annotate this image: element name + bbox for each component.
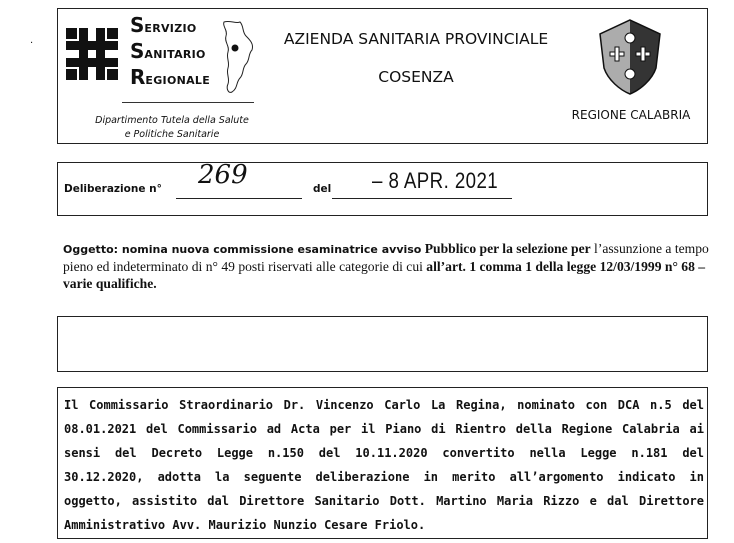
department-line-2: e Politiche Sanitarie (124, 129, 220, 140)
oggetto-label: Oggetto: (63, 243, 119, 256)
ssr-initial-1: S (130, 13, 145, 37)
oggetto-part-1: nomina nuova commissione esaminatrice avviso (118, 243, 422, 256)
deliberazione-number: 269 (198, 160, 248, 190)
date-underline (332, 198, 512, 199)
azienda-city: COSENZA (378, 68, 454, 86)
deliberazione-label: Deliberazione n° (64, 183, 162, 195)
deliberazione-date-stamp: – 8 APR. 2021 (372, 168, 499, 193)
header-divider (122, 102, 254, 103)
commissario-paragraph: Il Commissario Straordinario Dr. Vincenzo Carlo La Regina, nominato con DCA n.5 del 08.01.2021 del Commissario ad Acta per il Piano di Rientro della Regione Calabria ai sensi del Decreto Legge n.150 del 10.11.2020 convertito nella Legge n.181 del 30.12.2020, adotta la seguente deliberazione in merito all’argomento indicato in oggetto, assistito dal Direttore Sanitario Dott. Martino Maria Rizzo e dal Direttore Amministrativo Avv. Maurizio Nunzio Cesare Friolo. (64, 398, 704, 532)
department-label (62, 114, 282, 142)
servizio-sanitario-regionale (130, 12, 210, 90)
oggetto-part-3: l’assunzione a tempo pieno ed indeterminato di n° 49 posti riservati alle categorie di cui (63, 241, 709, 274)
scan-mark: · (30, 38, 34, 49)
ssr-initial-2: S (130, 39, 145, 63)
ssr-initial-3: R (130, 65, 146, 89)
oggetto-part-2: Pubblico per la selezione per (421, 241, 591, 256)
double-cross-logo-icon (66, 28, 118, 80)
ssr-rest-3: EGIONALE (145, 74, 211, 87)
azienda-title: AZIENDA SANITARIA PROVINCIALE (283, 30, 549, 48)
regione-label: REGIONE CALABRIA (571, 108, 691, 122)
number-underline (176, 198, 302, 199)
department-line-1: Dipartimento Tutela della Salute (95, 115, 249, 126)
ssr-rest-1: ERVIZIO (144, 22, 197, 35)
empty-box (57, 316, 708, 372)
del-label: del (313, 183, 332, 195)
regione-calabria-crest-icon (596, 18, 664, 96)
oggetto-part-4: all’art. 1 comma 1 della legge 12/03/1999 n° 68 – varie qualifiche. (63, 259, 706, 291)
oggetto-paragraph (63, 240, 711, 292)
calabria-map-icon (218, 18, 258, 96)
ssr-rest-2: ANITARIO (144, 48, 206, 61)
